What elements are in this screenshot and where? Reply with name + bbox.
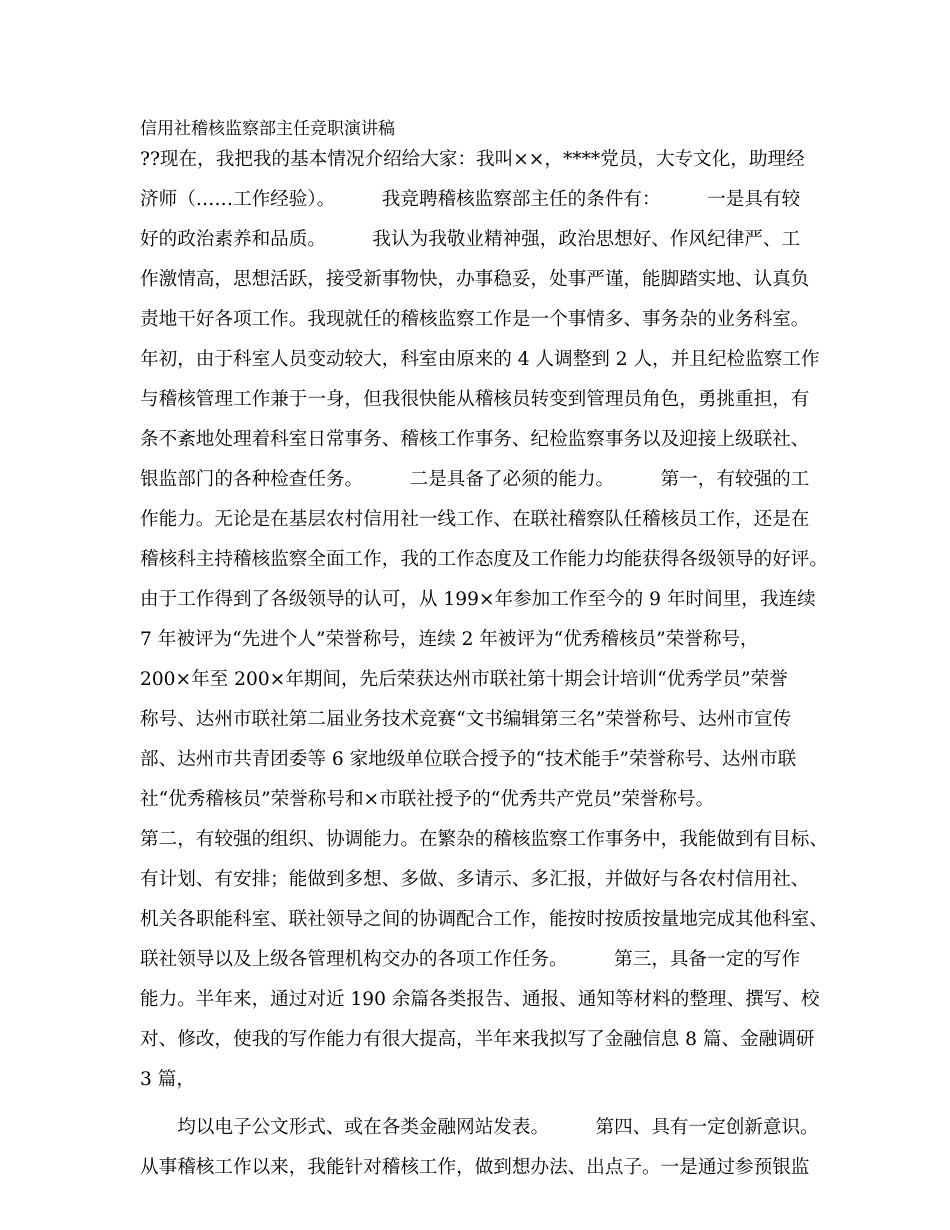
paragraph-line: 均以电子公文形式、或在各类金融网站发表。 第四、具有一定创新意识。 (140, 1117, 819, 1138)
paragraph-line: 200×年至 200×年期间，先后荣获达州市联社第十期会计培训“优秀学员”荣誉 (140, 669, 788, 690)
paragraph-line: 部、达州市共青团委等 6 家地级单位联合授予的“技术能手”荣誉称号、达州市联 (140, 749, 797, 770)
paragraph-line: 银监部门的各种检查任务。 二是具备了必须的能力。 第一，有较强的工 (140, 469, 810, 490)
paragraph-line: 有计划、有安排；能做到多想、多做、多请示、多汇报，并做好与各农村信用社、 (140, 869, 810, 890)
paragraph-line: 从事稽核工作以来，我能针对稽核工作，做到想办法、出点子。一是通过参预银监 (140, 1157, 810, 1178)
document-title: 信用社稽核监察部主任竞职演讲稿 (140, 119, 395, 139)
paragraph-line: 作能力。无论是在基层农村信用社一线工作、在联社稽察队任稽核员工作，还是在 (140, 509, 810, 530)
paragraph-line: ??现在，我把我的基本情况介绍给大家：我叫××，****党员，大专文化，助理经 (140, 149, 805, 170)
paragraph-line: 年初，由于科室人员变动较大，科室由原来的 4 人调整到 2 人，并且纪检监察工作 (140, 349, 820, 370)
paragraph-line: 由于工作得到了各级领导的认可，从 199×年参加工作至今的 9 年时间里，我连续 (140, 589, 816, 610)
paragraph-line: 条不紊地处理着科室日常事务、稽核工作事务、纪检监察事务以及迎接上级联社、 (140, 429, 810, 450)
paragraph-line: 对、修改，使我的写作能力有很大提高，半年来我拟写了金融信息 8 篇、金融调研 (140, 1029, 815, 1050)
paragraph-line: 稽核科主持稽核监察全面工作，我的工作态度及工作能力均能获得各级领导的好评。 (140, 549, 828, 570)
paragraph-line: 社“优秀稽核员”荣誉称号和×市联社授予的“优秀共产党员”荣誉称号。 (140, 789, 715, 810)
paragraph-line: 3 篇， (140, 1069, 195, 1090)
paragraph-line: 责地干好各项工作。我现就任的稽核监察工作是一个事情多、事务杂的业务科室。 (140, 309, 810, 330)
paragraph-line: 济师（……工作经验）。 我竞聘稽核监察部主任的条件有： 一是具有较 (140, 189, 801, 210)
paragraph-line: 作激情高，思想活跃，接受新事物快，办事稳妥，处事严谨，能脚踏实地、认真负 (140, 269, 810, 290)
paragraph-line: 机关各职能科室、联社领导之间的协调配合工作，能按时按质按量地完成其他科室、 (140, 909, 828, 930)
paragraph-line: 联社领导以及上级各管理机构交办的各项工作任务。 第三，具备一定的写作 (140, 949, 801, 970)
paragraph-line: 能力。半年来，通过对近 190 余篇各类报告、通报、通知等材料的整理、撰写、校 (140, 989, 820, 1010)
paragraph-line: 7 年被评为“先进个人”荣誉称号，连续 2 年被评为“优秀稽核员”荣誉称号， (140, 629, 759, 650)
paragraph-line: 与稽核管理工作兼于一身，但我很快能从稽核员转变到管理员角色，勇挑重担，有 (140, 389, 810, 410)
paragraph-line: 好的政治素养和品质。 我认为我敬业精神强，政治思想好、作风纪律严、工 (140, 229, 801, 250)
paragraph-line: 第二，有较强的组织、协调能力。在繁杂的稽核监察工作事务中，我能做到有目标、 (140, 829, 828, 850)
paragraph-line: 称号、达州市联社第二届业务技术竞赛“文书编辑第三名”荣誉称号、达州市宣传 (140, 709, 792, 730)
